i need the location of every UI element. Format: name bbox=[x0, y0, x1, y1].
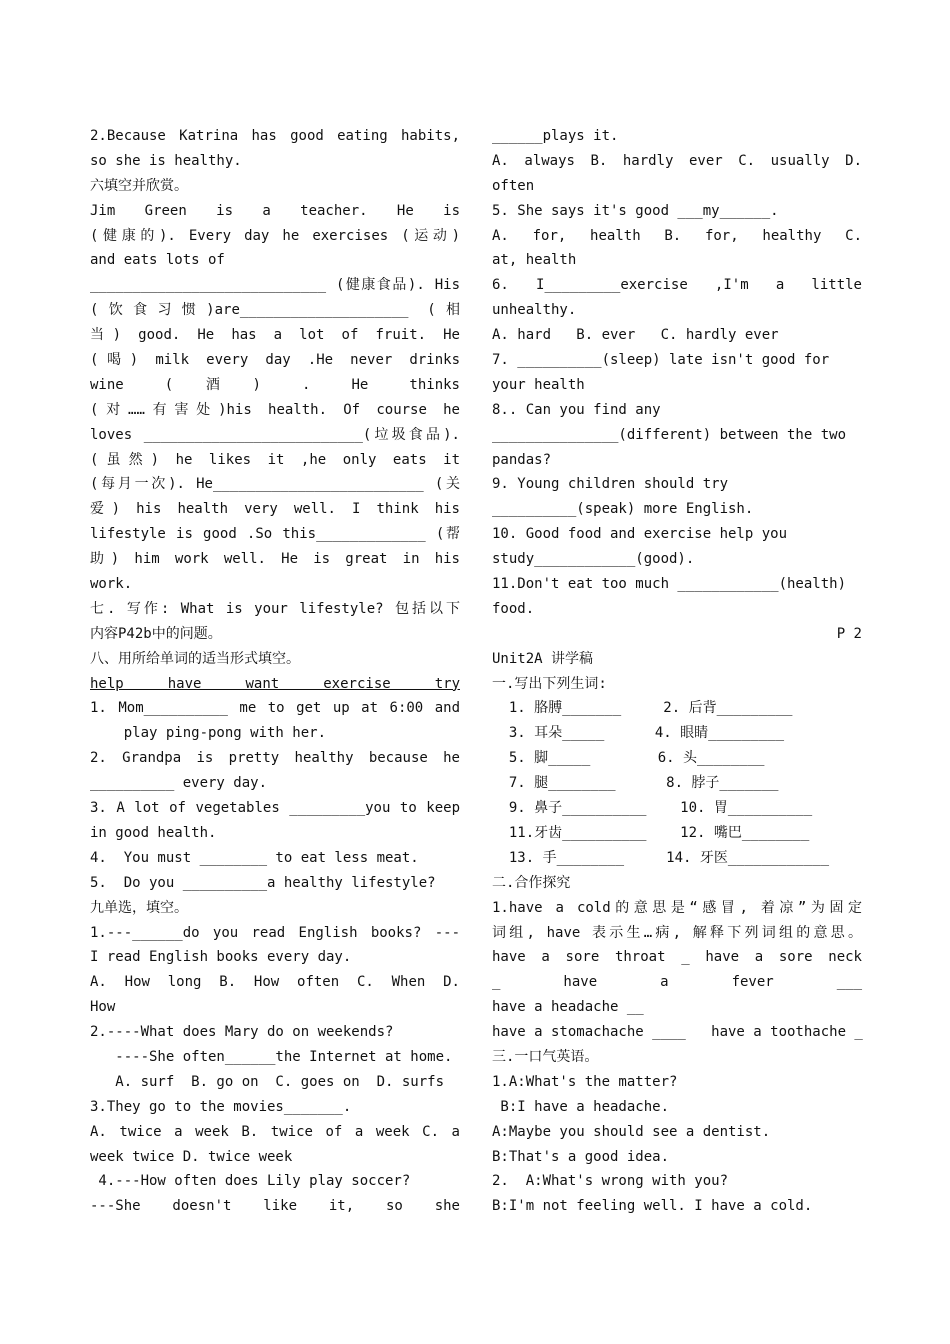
text-line: 九单选，填空。 bbox=[90, 899, 188, 916]
text-line: week twice D. twice week bbox=[90, 1148, 293, 1165]
text-line: loves __________________________(垃圾食品). bbox=[90, 426, 460, 443]
text-line: 八、用所给单词的适当形式填空。 bbox=[90, 650, 300, 667]
text-line: B:I have a headache. bbox=[492, 1098, 670, 1115]
text-line: your health bbox=[492, 376, 585, 393]
text-line: 3.They go to the movies_______. bbox=[90, 1098, 352, 1115]
text-line: A. for, health B. for, healthy C. bbox=[492, 227, 862, 244]
text-line: 1. Mom__________ me to get up at 6:00 and bbox=[90, 700, 460, 717]
text-line: 1. 胳膊_______ 2. 后背_________ bbox=[492, 700, 793, 717]
text-line: 8.. Can you find any bbox=[492, 401, 661, 418]
text-line: ____________________________ (健康食品). His bbox=[90, 277, 460, 294]
text-line: 1.have a cold的意思是“感冒, 着凉”为固定 bbox=[492, 899, 862, 916]
text-line: 六填空并欣赏。 bbox=[90, 177, 188, 194]
text-line: 二.合作探究 bbox=[492, 874, 571, 891]
text-line: A. surf B. go on C. goes on D. surfs bbox=[90, 1073, 445, 1090]
text-line: pandas? bbox=[492, 451, 552, 468]
text-line: 七. 写作: What is your lifestyle? 包括以下 bbox=[90, 600, 460, 617]
text-line: _ have a fever ___ bbox=[492, 974, 862, 991]
text-line: A. hard B. ever C. hardly ever bbox=[492, 327, 779, 344]
text-line: (饮食习惯)are____________________ (相 bbox=[90, 302, 460, 319]
text-line: 2. Grandpa is pretty healthy because he bbox=[90, 750, 460, 767]
text-line: 一.写出下列生词: bbox=[492, 675, 607, 692]
text-line: 9. 鼻子__________ 10. 胃__________ bbox=[492, 800, 813, 817]
text-line: 2. A:What's wrong with you? bbox=[492, 1173, 729, 1190]
text-line: A. always B. hardly ever C. usually D. bbox=[492, 152, 862, 169]
text-line: ______plays it. bbox=[492, 128, 619, 144]
text-line: B:I'm not feeling well. I have a cold. bbox=[492, 1198, 813, 1215]
text-line: __________(speak) more English. bbox=[492, 501, 754, 518]
text-line: have a sore throat _ have a sore neck bbox=[492, 949, 862, 966]
text-line: have a headache __ bbox=[492, 999, 644, 1016]
text-line: 10. Good food and exercise help you bbox=[492, 526, 788, 543]
text-line: 词组, have 表示生…病, 解释下列词组的意思。 bbox=[492, 924, 862, 941]
text-line: 4.---How often does Lily play soccer? bbox=[90, 1173, 411, 1190]
right-column bbox=[492, 124, 862, 1219]
text-line: 当) good. He has a lot of fruit. He bbox=[90, 327, 460, 344]
text-line: (喝) milk every day .He never drinks bbox=[90, 352, 460, 369]
text-line: 三.一口气英语。 bbox=[492, 1048, 599, 1065]
text-line: 3. 耳朵_____ 4. 眼睛_________ bbox=[492, 725, 785, 742]
text-line: (虽然) he likes it ,he only eats it bbox=[90, 451, 460, 468]
text-line: I read English books every day. bbox=[90, 949, 352, 966]
text-line: 内容P42b中的问题。 bbox=[90, 625, 222, 642]
text-line: (每月一次). He_________________________ (关 bbox=[90, 476, 460, 493]
text-line: 13. 手________ 14. 牙医____________ bbox=[492, 849, 830, 866]
text-line: 助) him work well. He is great in his bbox=[90, 551, 460, 568]
text-line: ----She often______the Internet at home. bbox=[90, 1048, 453, 1065]
text-line: at, health bbox=[492, 252, 577, 269]
text-line: 7. __________(sleep) late isn't good for bbox=[492, 352, 830, 369]
text-line: A. twice a week B. twice of a week C. a bbox=[90, 1123, 460, 1140]
text-line: study____________(good). bbox=[492, 551, 695, 568]
text-line: Unit2A 讲学稿 bbox=[492, 650, 594, 667]
text-line: 5. Do you __________a healthy lifestyle? bbox=[90, 874, 436, 891]
text-line: _______________(different) between the two bbox=[492, 426, 847, 443]
text-line: often bbox=[492, 177, 535, 194]
text-line: 5. She says it's good ___my______. bbox=[492, 202, 779, 219]
left-column bbox=[90, 124, 460, 1219]
text-line: (对……有害处)his health. Of course he bbox=[90, 401, 460, 418]
text-line: 6. I_________exercise ,I'm a little bbox=[492, 277, 862, 294]
text-line: work. bbox=[90, 576, 133, 593]
text-line: unhealthy. bbox=[492, 302, 577, 319]
text-line: help have want exercise try bbox=[90, 675, 460, 692]
text-line: 1.---______do you read English books? --- bbox=[90, 924, 460, 941]
text-line: ---She doesn't like it, so she bbox=[90, 1198, 460, 1215]
text-line: 1.A:What's the matter? bbox=[492, 1073, 678, 1090]
text-line: 11.牙齿__________ 12. 嘴巴________ bbox=[492, 824, 810, 841]
text-line: and eats lots of bbox=[90, 252, 225, 269]
text-line: have a stomachache ____ have a toothache _ bbox=[492, 1024, 863, 1041]
text-line: Jim Green is a teacher. He is bbox=[90, 202, 460, 219]
text-line: in good health. bbox=[90, 824, 217, 841]
text-line: play ping-pong with her. bbox=[90, 725, 327, 742]
text-line: 2.----What does Mary do on weekends? bbox=[90, 1024, 394, 1041]
text-line: 3. A lot of vegetables _________you to keep bbox=[90, 800, 460, 817]
text-line: 2.Because Katrina has good eating habits, bbox=[90, 128, 460, 144]
text-line: A. How long B. How often C. When D. bbox=[90, 974, 460, 991]
text-line: A:Maybe you should see a dentist. bbox=[492, 1123, 771, 1140]
text-line: (健康的). Every day he exercises (运动) bbox=[90, 227, 460, 244]
text-line: wine (酒) . He thinks bbox=[90, 376, 460, 393]
text-line: 5. 脚_____ 6. 头________ bbox=[492, 750, 765, 767]
text-line: 7. 腿________ 8. 脖子_______ bbox=[492, 775, 779, 792]
text-line: 11.Don't eat too much ____________(health) bbox=[492, 576, 847, 593]
text-line: How bbox=[90, 999, 116, 1016]
text-line: 9. Young children should try bbox=[492, 476, 729, 493]
text-line: P 2 bbox=[836, 625, 862, 642]
text-line: B:That's a good idea. bbox=[492, 1148, 670, 1165]
text-line: food. bbox=[492, 600, 535, 617]
text-line: 4. You must ________ to eat less meat. bbox=[90, 849, 419, 866]
text-line: lifestyle is good .So this_____________ (帮 bbox=[90, 526, 460, 543]
text-line: so she is healthy. bbox=[90, 152, 242, 169]
text-line: 爱) his health very well. I think his bbox=[90, 501, 460, 518]
text-line: __________ every day. bbox=[90, 775, 268, 792]
